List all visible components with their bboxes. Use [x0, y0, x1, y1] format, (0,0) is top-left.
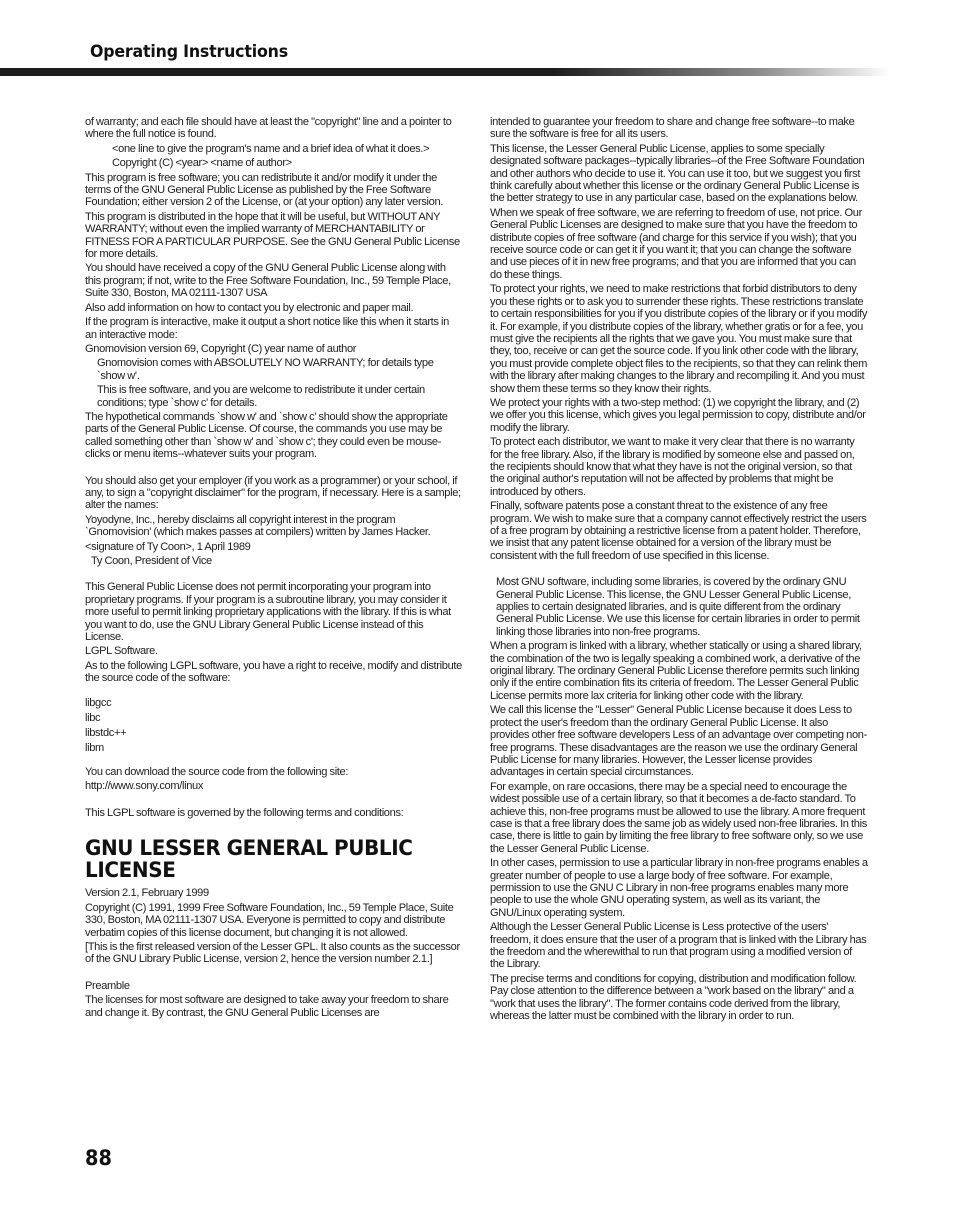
paragraph: <signature of Ty Coon>, 1 April 1989: [85, 540, 251, 553]
header-divider-bar: [0, 68, 890, 76]
paragraph: You should also get your employer (if you work as a programmer) or your school, if any, to sign a "copyright disclaimer" for the program, if necessary. Here is a sample; alter the names:: [85, 474, 461, 512]
paragraph: Gnomovision comes with ABSOLUTELY NO WARRANTY; for details type `show w'.: [97, 357, 434, 382]
list-item: libstdc++: [85, 726, 127, 739]
paragraph: If the program is interactive, make it output a short notice like this when it starts in an interactive mode:: [85, 316, 449, 341]
list-item: libc: [85, 711, 101, 724]
paragraph: intended to guarantee your freedom to share and change free software--to make sure the software is free for all its users.: [490, 116, 855, 141]
paragraph: This LGPL software is governed by the following terms and conditions:: [85, 806, 404, 819]
paragraph: The hypothetical commands `show w' and `show c' should show the appropriate parts of the General Public License. Of course, the commands you use may be called something other than `show w' and `show c'; they could even be mouse-clicks or menu items--whatever suits your program.: [85, 410, 448, 461]
list-item: libm: [85, 741, 104, 754]
paragraph: We protect your rights with a two-step method: (1) we copyright the library, and (2) we offer you this license, which gives you legal permission to copy, distribute and/or modify the library.: [490, 396, 866, 434]
paragraph: When we speak of free software, we are referring to freedom of use, not price. Our General Public Licenses are designed to make sure that you have the freedom to distribute copies of free software (and charge for this service if you wish); that you receive source code or can get it if you want it; that you can change the software and use pieces of it in new free programs; and that you are informed that you can do these things.: [490, 206, 862, 281]
paragraph: This program is free software; you can redistribute it and/or modify it under the terms of the GNU General Public License as published by the Free Software Foundation; either version 2 of the License, or (at your option) any later version.: [85, 171, 444, 209]
paragraph: We call this license the "Lesser" General Public License because it does Less to protect the user's freedom than the ordinary General Public License. It also provides other free software developers Less of an advantage over competing non-free programs. These disadvantages are the reason we use the ordinary General Public License for many libraries. However, the Lesser license provides advantages in certain special circumstances.: [490, 704, 867, 779]
paragraph: The licenses for most software are designed to take away your freedom to share and change it. By contrast, the GNU General Public Licenses are: [85, 994, 449, 1019]
preamble-heading: Preamble: [85, 979, 130, 992]
paragraph: [This is the first released version of the Lesser GPL. It also counts as the successor of the GNU Library Public License, version 2, hence the version number 2.1.]: [85, 940, 460, 966]
source-url-link[interactable]: http://www.sony.com/linux: [85, 780, 204, 793]
paragraph: You should have received a copy of the GNU General Public License along with this program; if not, write to the Free Software Foundation, Inc., 59 Temple Place, Suite 330, Boston, MA 02111-1307 USA: [85, 262, 451, 300]
paragraph: <one line to give the program's name and a brief idea of what it does.>: [112, 142, 430, 155]
paragraph: Copyright (C) 1991, 1999 Free Software Foundation, Inc., 59 Temple Place, Suite 330, Boston, MA 02111-1307 USA. Everyone is permitted to copy and distribute verbatim copies of this license document, but changing it is not allowed.: [85, 901, 454, 939]
paragraph: You can download the source code from the following site:: [85, 766, 349, 779]
left-column: [85, 116, 463, 1021]
page-header-title: Operating Instructions: [90, 42, 288, 62]
paragraph: The precise terms and conditions for copying, distribution and modification follow. Pay close attention to the difference between a "work based on the library" and a "work that uses the library". The former contains code derived from the library, whereas the latter must be combined with the library in order to run.: [490, 972, 857, 1023]
paragraph: Yoyodyne, Inc., hereby disclaims all copyright interest in the program `Gnomovision' (which makes passes at compilers) written by James Hacker.: [85, 513, 431, 539]
paragraph: Most GNU software, including some libraries, is covered by the ordinary GNU General Public License. This license, the GNU Lesser General Public License, applies to certain designated libraries, and is quite different from the ordinary General Public License. We use this license for certain libraries in order to permit linking those libraries into non-free programs.: [496, 576, 860, 638]
right-column: [490, 116, 868, 1024]
paragraph: To protect your rights, we need to make restrictions that forbid distributors to deny you these rights or to ask you to surrender these rights. These restrictions translate to certain responsibilities for you if you distribute copies of the library or if you modify it. For example, if you distribute copies of the library, whether gratis or for a fee, you must give the recipients all the rights that we gave you. You must make sure that they, too, receive or can get the source code. If you link other code with the library, you must provide complete object files to the recipients, so that they can relink them with the library after making changes to the library and recompiling it. And you must show them these terms so they know their rights.: [490, 283, 868, 395]
paragraph: This General Public License does not permit incorporating your program into proprietary programs. If your program is a subroutine library, you may consider it more useful to permit linking proprietary applications with the library. If this is what you want to do, use the GNU Library General Public License instead of this License.: [85, 581, 451, 644]
paragraph: Although the Lesser General Public License is Less protective of the users' freedom, it does ensure that the user of a program that is linked with the Library has the freedom and the wherewithal to run that program using a modified version of the Library.: [490, 921, 867, 971]
paragraph: This license, the Lesser General Public License, applies to some specially designated software packages--typically libraries--of the Free Software Foundation and other authors who decide to use it. You can use it too, but we suggest you first think carefully about whether this license or the ordinary General Public License is the better strategy to use in any particular case, based on the explanations below.: [490, 142, 865, 205]
paragraph: Also add information on how to contact you by electronic and paper mail.: [85, 301, 414, 314]
section-title: GNU LESSER GENERAL PUBLIC LICENSE: [85, 836, 413, 883]
list-item: libgcc: [85, 696, 112, 709]
paragraph: In other cases, permission to use a particular library in non-free programs enables a greater number of people to use a large body of free software. For example, permission to use the GNU C Library in non-free programs enables many more people to use the whole GNU operating system, as well as its variant, the GNU/Linux operating system.: [490, 857, 868, 919]
paragraph: Copyright (C) <year> <name of author>: [112, 157, 292, 170]
paragraph: This program is distributed in the hope that it will be useful, but WITHOUT ANY WARRANTY; without even the implied warranty of MERCHANTABILITY or FITNESS FOR A PARTICULAR PURPOSE. See the GNU General Public License for more details.: [85, 210, 460, 261]
paragraph: LGPL Software.: [85, 645, 158, 658]
paragraph: Version 2.1, February 1999: [85, 887, 209, 900]
paragraph: Finally, software patents pose a constant threat to the existence of any free program. We wish to make sure that a company cannot effectively restrict the users of a free program by obtaining a restrictive license from a patent holder. Therefore, we insist that any patent license obtained for a version of the library must be consistent with the full freedom of use specified in this license.: [490, 500, 867, 562]
paragraph: Ty Coon, President of Vice: [91, 555, 212, 567]
library-list: [85, 697, 463, 754]
page-number: 88: [85, 1146, 112, 1170]
paragraph: of warranty; and each file should have at least the "copyright" line and a pointer to where the full notice is found.: [85, 116, 452, 141]
paragraph: As to the following LGPL software, you have a right to receive, modify and distribute the source code of the software:: [85, 659, 462, 685]
paragraph: To protect each distributor, we want to make it very clear that there is no warranty for the free library. Also, if the library is modified by someone else and passed on, the recipients should know that what they have is not the original version, so that the original author's reputation will not be affected by problems that might be introduced by others.: [490, 436, 855, 498]
paragraph: When a program is linked with a library, whether statically or using a shared library, the combination of the two is legally speaking a combined work, a derivative of the original library. The ordinary General Public License therefore permits such linking only if the entire combination fits its criteria of freedom. The Lesser General Public License permits more lax criteria for linking other code with the library.: [490, 640, 862, 702]
paragraph: Gnomovision version 69, Copyright (C) year name of author: [85, 342, 357, 355]
paragraph: This is free software, and you are welcome to redistribute it under certain conditions; type `show c' for details.: [97, 384, 425, 409]
paragraph: For example, on rare occasions, there may be a special need to encourage the widest possible use of a certain library, so that it becomes a de-facto standard. To achieve this, non-free programs must be allowed to use the library. A more frequent case is that a free library does the same job as widely used non-free libraries. In this case, there is little to gain by limiting the free library to free software only, so we use the Lesser General Public License.: [490, 780, 867, 855]
